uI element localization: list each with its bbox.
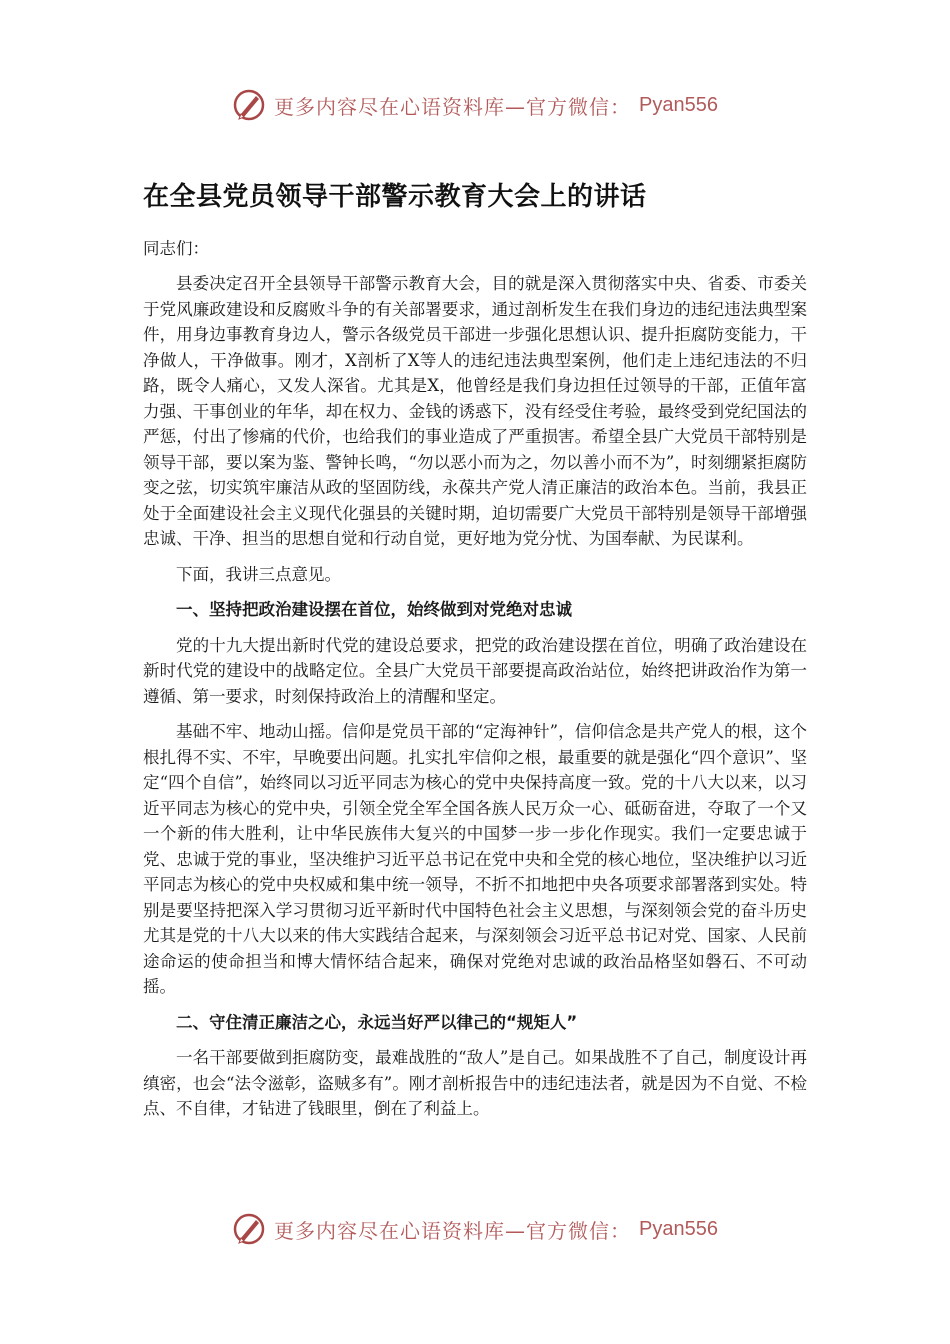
section-heading-2: 二、守住清正廉洁之心，永远当好严以律己的“规矩人”: [176, 1012, 578, 1032]
section-heading-1: 一、坚持把政治建设摆在首位，始终做到对党绝对忠诚: [176, 600, 572, 619]
header-banner: [0, 88, 950, 122]
banner-wechat-id: Pyan556: [639, 1217, 718, 1240]
pen-logo-icon: [232, 1212, 266, 1246]
document-title: 在全县党员领导干部警示教育大会上的讲话: [143, 182, 647, 212]
paragraph: 一名干部要做到拒腐防变，最难战胜的“敌人”是自己。如果战胜不了自己，制度设计再缜密，也会“法令滋彰，盗贼多有”。刚才剖析报告中的违纪违法者，就是因为不自觉、不检点、不自律，才钻进了钱眼里，倒在了利益上。: [143, 1048, 807, 1118]
paragraph: 党的十九大提出新时代党的建设总要求，把党的政治建设摆在首位，明确了政治建设在新时代党的建设中的战略定位。全县广大党员干部要提高政治站位，始终把讲政治作为第一遵循、第一要求，时刻保持政治上的清醒和坚定。: [143, 635, 807, 706]
document-body: [143, 176, 807, 1132]
salutation: 同志们：: [143, 239, 209, 258]
pen-logo-icon: [232, 88, 266, 122]
paragraph: 县委决定召开全县领导干部警示教育大会，目的就是深入贯彻落实中央、省委、市委关于党风廉政建设和反腐败斗争的有关部署要求，通过剖析发生在我们身边的违纪违法典型案件，用身边事教育身边人，警示各级党员干部进一步强化思想认识、提升拒腐防变能力，干净做人，干净做事。刚才，X剖析了X等人的违纪违法典型案例，他们走上违纪违法的不归路，既令人痛心，又发人深省。尤其是X，他曾经是我们身边担任过领导的干部，正值年富力强、干事创业的年华，却在权力、金钱的诱惑下，没有经受住考验，最终受到党纪国法的严惩，付出了惨痛的代价，也给我们的事业造成了严重损害。希望全县广大党员干部特别是领导干部，要以案为鉴、警钟长鸣，“勿以恶小而为之，勿以善小而不为”，时刻绷紧拒腐防变之弦，切实筑牢廉洁从政的坚固防线，永葆共产党人清正廉洁的政治本色。当前，我县正处于全面建设社会主义现代化强县的关键时期，迫切需要广大党员干部特别是领导干部增强忠诚、干净、担当的思想自觉和行动自觉，更好地为党分忧、为国奉献、为民谋利。: [143, 274, 807, 548]
banner-wechat-id: Pyan556: [639, 93, 718, 116]
footer-banner: [0, 1212, 950, 1246]
banner-text: 更多内容尽在心语资料库—官方微信：: [274, 94, 632, 119]
paragraph: 下面，我讲三点意见。: [176, 564, 341, 584]
banner-text: 更多内容尽在心语资料库—官方微信：: [274, 1218, 632, 1243]
paragraph: 基础不牢、地动山摇。信仰是党员干部的“定海神针”，信仰信念是共产党人的根，这个根扎得不实、不牢，早晚要出问题。扎实扎牢信仰之根，最重要的就是强化“四个意识”、坚定“四个自信”，始终同以习近平同志为核心的党中央保持高度一致。党的十八大以来，以习近平同志为核心的党中央，引领全党全军全国各族人民万众一心、砥砺奋进，夺取了一个又一个新的伟大胜利，让中华民族伟大复兴的中国梦一步一步化作现实。我们一定要忠诚于党、忠诚于党的事业，坚决维护习近平总书记在党中央和全党的核心地位，坚决维护以习近平同志为核心的党中央权威和集中统一领导，不折不扣地把中央各项要求部署落到实处。特别是要坚持把深入学习贯彻习近平新时代中国特色社会主义思想，与深刻领会党的奋斗历史尤其是党的十八大以来的伟大实践结合起来，与深刻领会习近平总书记对党、国家、人民前途命运的使命担当和博大情怀结合起来，确保对党绝对忠诚的政治品格坚如磐石、不可动摇。: [143, 722, 807, 996]
